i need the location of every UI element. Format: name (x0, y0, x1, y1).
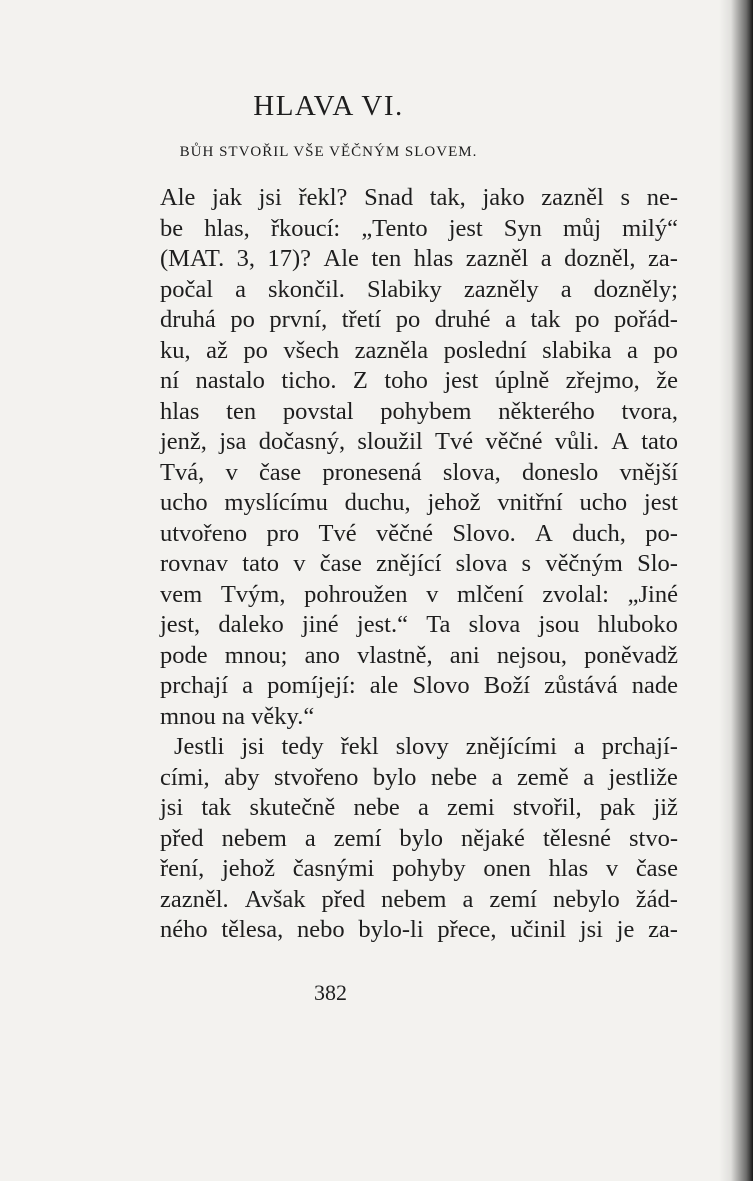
body-text (160, 183, 678, 946)
text-line: Ale jak jsi řekl? Snad tak, jako zazněl s ne- (160, 184, 678, 211)
text-line: be hlas, řkoucí: „Tento jest Syn můj milý“ (160, 214, 678, 242)
text-line: ření, jehož časnými pohyby onen hlas v čase (160, 855, 678, 882)
text-line: jest, daleko jiné jest.“ Ta slova jsou hluboko (160, 611, 678, 638)
text-line: utvořeno pro Tvé věčné Slovo. A duch, po- (160, 519, 678, 547)
paragraph-1 (160, 183, 678, 732)
text-line: ného tělesa, nebo bylo-li přece, učinil jsi je za- (160, 916, 678, 943)
text-line: ní nastalo ticho. Z toho jest úplně zřejmo, že (160, 367, 678, 394)
chapter-subtitle: BŮH STVOŘIL VŠE VĚČNÝM SLOVEM. (179, 144, 478, 160)
text-line: pode mnou; ano vlastně, ani nejsou, poněvadž (160, 641, 678, 669)
page-number: 382 (314, 980, 347, 1005)
text-line: (MAT. 3, 17)? Ale ten hlas zazněl a dozněl, za- (160, 245, 678, 272)
text-line: druhá po první, třetí po druhé a tak po pořád- (160, 306, 678, 333)
text-line: vem Tvým, pohroužen v mlčení zvolal: „Jiné (160, 580, 678, 608)
text-line: ucho myslícímu duchu, jehož vnitřní ucho jest (160, 489, 678, 516)
text-line: Jestli jsi tedy řekl slovy znějícími a prchají- (174, 733, 678, 760)
text-line: počal a skončil. Slabiky zazněly a dozněly; (160, 275, 678, 303)
page-gutter-shadow (719, 0, 753, 1181)
text-line: cími, aby stvořeno bylo nebe a země a jestliže (160, 763, 678, 791)
text-line: před nebem a zemí bylo nějaké tělesné stvo- (160, 824, 678, 852)
text-line: rovnav tato v čase znějící slova s věčným Slo- (160, 550, 678, 577)
text-line: Tvá, v čase pronesená slova, doneslo vnější (160, 458, 678, 486)
paragraph-2 (160, 732, 678, 946)
text-line: mnou na věky.“ (160, 702, 315, 730)
text-line: hlas ten povstal pohybem některého tvora, (160, 397, 678, 425)
text-line: zazněl. Avšak před nebem a zemí nebylo žád- (160, 885, 678, 913)
text-line: ku, až po všech zazněla poslední slabika a po (160, 336, 678, 364)
chapter-title: HLAVA VI. (253, 90, 404, 122)
text-line: jenž, jsa dočasný, sloužil Tvé věčné vůli. A tato (160, 428, 678, 455)
text-line: prchají a pomíjejí: ale Slovo Boží zůstává nade (160, 672, 678, 699)
text-line: jsi tak skutečně nebe a zemi stvořil, pak již (160, 794, 678, 821)
